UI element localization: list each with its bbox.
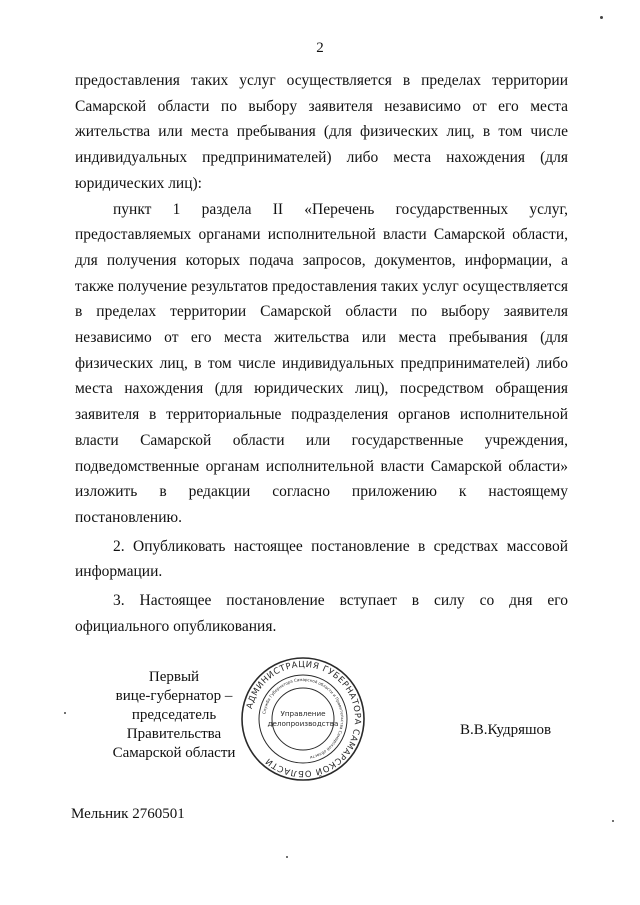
signature-name: В.В.Кудряшов (460, 722, 552, 738)
signature-title-line: Самарской области (112, 745, 236, 761)
stamp-center-line: делопроизводства (267, 719, 339, 728)
stamp-outer-text-path: АДМИНИСТРАЦИЯ ГУБЕРНАТОРА САМАРСКОЙ ОБЛАСТИ (245, 659, 363, 779)
paragraph-amendment: пункт 1 раздела II «Перечень государственных услуг, предоставляемых органами исполнительной власти Самарской области, для получения которых подача запросов, документов, информации, а также получение результатов предоставления таких услуг осуществляется в пределах территории Самарской области по выбору заявителя независимо от его места жительства или места пребывания (для физических лиц, в том числе индивидуальных предпринимателей) либо места нахождения (для юридических лиц), посредством обращения заявителя в территориальные подразделения органов исполнительной власти Самарской области или государственные учреждения, подведомственные органам исполнительной власти Самарской области» изложить в редакции согласно приложению к настоящему постановлению. (75, 200, 568, 526)
scan-speck (612, 820, 614, 822)
paragraph-continuation: предоставления таких услуг осуществляется в пределах территории Самарской области по выбору заявителя независимо от его места жительства или места пребывания (для физических лиц, в том числе индивидуальных предпринимателей) либо места нахождения (для юридических лиц): (75, 72, 568, 192)
official-stamp (240, 656, 366, 782)
stamp-inner-text-path: Служба Губернатора Самарской области и Правительства Самарской области (261, 676, 346, 761)
scan-speck (286, 856, 288, 858)
stamp-center-line: Управление (280, 709, 326, 718)
signature-title (88, 668, 260, 763)
scan-speck (64, 712, 66, 714)
scan-speck (600, 16, 603, 19)
paragraph-publish: 2. Опубликовать настоящее постановление в средствах массовой информации. (75, 537, 568, 581)
signature-title-line: председатель Правительства (126, 707, 222, 742)
footer-note: Мельник 2760501 (71, 806, 185, 822)
paragraph-effective-date: 3. Настоящее постановление вступает в силу со дня его официального опубликования. (75, 592, 568, 635)
page-number: 2 (316, 40, 324, 56)
signature-title-line: вице-губернатор – (115, 688, 233, 704)
signature-title-line: Первый (148, 669, 200, 685)
document-body (75, 68, 568, 639)
